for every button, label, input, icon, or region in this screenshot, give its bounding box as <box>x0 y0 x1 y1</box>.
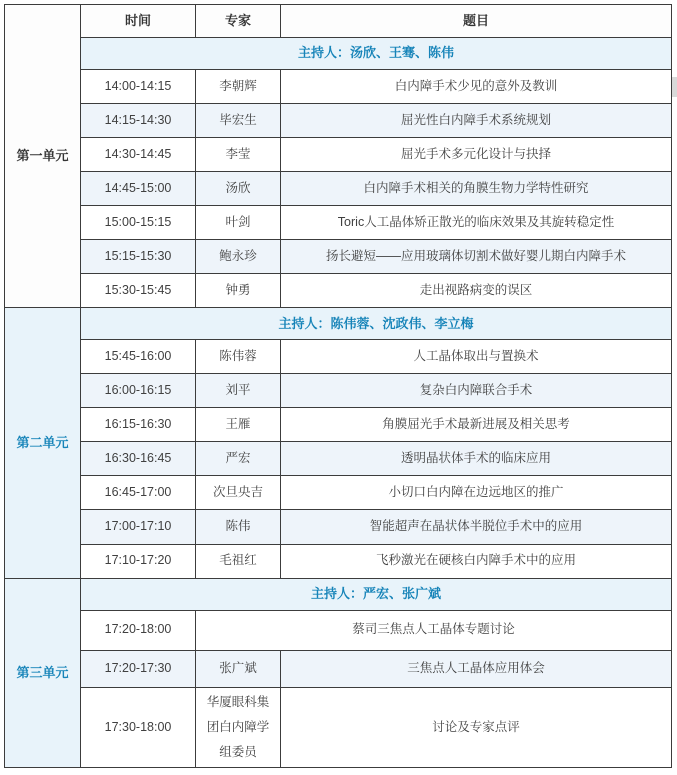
column-header-time: 时间 <box>81 5 196 38</box>
host-label: 主持人：汤欣、王骞、陈伟 <box>81 38 672 70</box>
time-cell: 17:20-17:30 <box>81 650 196 687</box>
topic-cell: 三焦点人工晶体应用体会 <box>281 650 672 687</box>
expert-cell: 严宏 <box>196 442 281 476</box>
unit-label-1: 第一单元 <box>16 148 69 164</box>
time-cell: 17:20-18:00 <box>81 610 196 650</box>
table-row <box>5 610 672 650</box>
expert-cell: 汤欣 <box>196 172 281 206</box>
unit-label-2: 第二单元 <box>16 434 69 450</box>
expert-cell: 次旦央吉 <box>196 476 281 510</box>
table-row <box>5 476 672 510</box>
table-row <box>5 206 672 240</box>
table-row <box>5 408 672 442</box>
time-cell: 15:15-15:30 <box>81 240 196 274</box>
expert-cell: 毛祖红 <box>196 544 281 578</box>
table-row <box>5 274 672 308</box>
topic-cell: 人工晶体取出与置换术 <box>281 340 672 374</box>
expert-cell: 钟勇 <box>196 274 281 308</box>
table-row <box>5 240 672 274</box>
time-cell: 17:10-17:20 <box>81 544 196 578</box>
topic-cell: 屈光手术多元化设计与抉择 <box>281 138 672 172</box>
expert-cell: 刘平 <box>196 374 281 408</box>
table-row <box>5 340 672 374</box>
time-cell: 14:45-15:00 <box>81 172 196 206</box>
table-row <box>5 510 672 544</box>
table-row <box>5 442 672 476</box>
table-row <box>5 138 672 172</box>
host-row <box>5 578 672 610</box>
time-cell: 14:00-14:15 <box>81 70 196 104</box>
host-row <box>5 38 672 70</box>
time-cell: 16:15-16:30 <box>81 408 196 442</box>
topic-cell: 飞秒激光在硬核白内障手术中的应用 <box>281 544 672 578</box>
topic-cell: 屈光性白内障手术系统规划 <box>281 104 672 138</box>
scrollbar-thumb[interactable] <box>672 77 677 97</box>
table-row <box>5 172 672 206</box>
time-cell: 17:00-17:10 <box>81 510 196 544</box>
topic-cell: 白内障手术相关的角膜生物力学特性研究 <box>281 172 672 206</box>
time-cell: 16:30-16:45 <box>81 442 196 476</box>
time-cell: 14:15-14:30 <box>81 104 196 138</box>
topic-cell: 角膜屈光手术最新进展及相关思考 <box>281 408 672 442</box>
unit-label-3: 第三单元 <box>16 664 69 680</box>
table-header-row <box>5 5 672 38</box>
expert-cell: 张广斌 <box>196 650 281 687</box>
host-label: 主持人：陈伟蓉、沈政伟、李立梅 <box>81 308 672 340</box>
host-row <box>5 308 672 340</box>
expert-cell: 叶剑 <box>196 206 281 240</box>
topic-cell: 走出视路病变的误区 <box>281 274 672 308</box>
time-cell: 14:30-14:45 <box>81 138 196 172</box>
topic-cell: Toric人工晶体矫正散光的临床效果及其旋转稳定性 <box>281 206 672 240</box>
topic-cell: 讨论及专家点评 <box>281 687 672 767</box>
time-cell: 17:30-18:00 <box>81 687 196 767</box>
topic-cell: 小切口白内障在边远地区的推广 <box>281 476 672 510</box>
table-row <box>5 374 672 408</box>
table-row <box>5 687 672 767</box>
time-cell: 15:45-16:00 <box>81 340 196 374</box>
unit-cell-3 <box>5 578 81 767</box>
time-cell: 16:45-17:00 <box>81 476 196 510</box>
topic-cell: 蔡司三焦点人工晶体专题讨论 <box>196 610 672 650</box>
expert-cell: 王雁 <box>196 408 281 442</box>
expert-cell: 华厦眼科集团白内障学组委员 <box>196 687 281 767</box>
host-label: 主持人：严宏、张广斌 <box>81 578 672 610</box>
expert-cell: 李莹 <box>196 138 281 172</box>
expert-cell: 鲍永珍 <box>196 240 281 274</box>
table-row <box>5 70 672 104</box>
conference-schedule-table <box>4 4 672 768</box>
time-cell: 16:00-16:15 <box>81 374 196 408</box>
table-row <box>5 544 672 578</box>
topic-cell: 复杂白内障联合手术 <box>281 374 672 408</box>
time-cell: 15:30-15:45 <box>81 274 196 308</box>
unit-cell-2 <box>5 308 81 578</box>
topic-cell: 扬长避短——应用玻璃体切割术做好婴儿期白内障手术 <box>281 240 672 274</box>
topic-cell: 白内障手术少见的意外及教训 <box>281 70 672 104</box>
expert-cell: 陈伟 <box>196 510 281 544</box>
topic-cell: 透明晶状体手术的临床应用 <box>281 442 672 476</box>
expert-cell: 陈伟蓉 <box>196 340 281 374</box>
column-header-expert: 专家 <box>196 5 281 38</box>
table-row <box>5 650 672 687</box>
time-cell: 15:00-15:15 <box>81 206 196 240</box>
expert-cell: 李朝辉 <box>196 70 281 104</box>
unit-cell-1 <box>5 5 81 308</box>
column-header-topic: 题目 <box>281 5 672 38</box>
table-row <box>5 104 672 138</box>
expert-cell: 毕宏生 <box>196 104 281 138</box>
topic-cell: 智能超声在晶状体半脱位手术中的应用 <box>281 510 672 544</box>
